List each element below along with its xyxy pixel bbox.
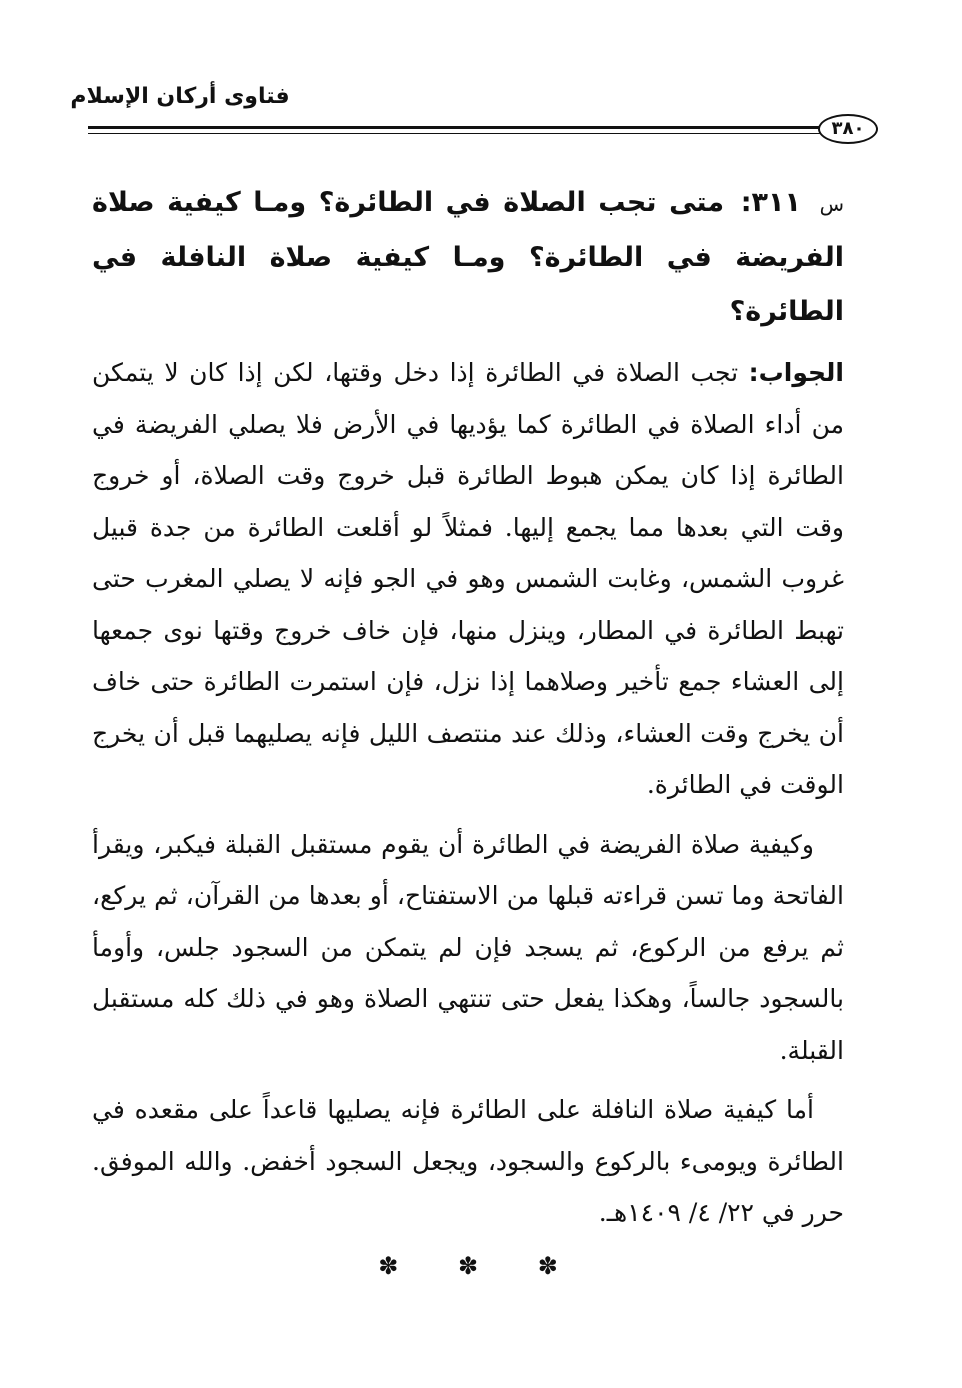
page-number: ٣٨٠ [818,114,878,144]
separator-star-icon: ✽ [457,1251,479,1280]
section-separator [92,1251,844,1281]
answer-text-3: أما كيفية صلاة النافلة على الطائرة فإنه يصليها قاعداً على مقعده في الطائرة ويومىء بالركوع والسجود، ويجعل السجود أخفض. والله الموفق. حرر في ٢٢/ ٤/ ١٤٠٩هـ. [92,1095,844,1227]
answer-text-2: وكيفية صلاة الفريضة في الطائرة أن يقوم مستقبل القبلة فيكبر، ويقرأ الفاتحة وما تسن قراءته قبلها من الاستفتاح، أو بعدها من القرآن، ثم يركع، ثم يرفع من الركوع، ثم يسجد فإن لم يتمكن من السجود جلس، وأومأ بالسجود جالساً، وهكذا يفعل حتى تنتهي الصلاة وهو في ذلك كله مستقبل القبلة. [92,829,844,1065]
page-content [92,176,844,1281]
question-number: ٣١١: [740,187,801,218]
question-text: متى تجب الصلاة في الطائرة؟ ومـا كيفية صلاة الفريضة في الطائرة؟ ومـا كيفية صلاة النافلة في الطائرة؟ [92,187,844,327]
answer-paragraph-3 [92,1084,844,1239]
separator-star-icon: ✽ [378,1251,399,1280]
answer-paragraph-2 [92,819,844,1077]
header-rule-thick [88,126,822,129]
question-marker: س [819,192,844,216]
question [92,176,844,339]
running-header-title: فتاوى أركان الإسلام [70,84,290,109]
answer-label: الجواب: [748,358,844,387]
answer-text-1: تجب الصلاة في الطائرة إذا دخل وقتها، لكن إذا كان لا يتمكن من أداء الصلاة في الطائرة كما يؤديها في الأرض فلا يصلي الفريضة في الطائرة إذا كان يمكن هبوط الطائرة قبل خروج وقت الصلاة، أو خروج وقت التي بعدها مما يجمع إليها. فمثلاً لو أقلعت الطائرة من جدة قبيل غروب الشمس، وغابت الشمس وهو في الجو فإنه لا يصلي المغرب حتى تهبط الطائرة في المطار، وينزل منها، فإن خاف خروج وقتها نوى جمعها إلى العشاء جمع تأخير وصلاهما إذا نزل، فإن استمرت الطائرة حتى خاف أن يخرج وقت العشاء، وذلك عند منتصف الليل فإنه يصليهما قبل أن يخرج الوقت في الطائرة. [92,358,844,799]
separator-star-icon: ✽ [537,1251,558,1280]
answer-paragraph-1 [92,347,844,811]
header-rule-thin [88,133,822,134]
